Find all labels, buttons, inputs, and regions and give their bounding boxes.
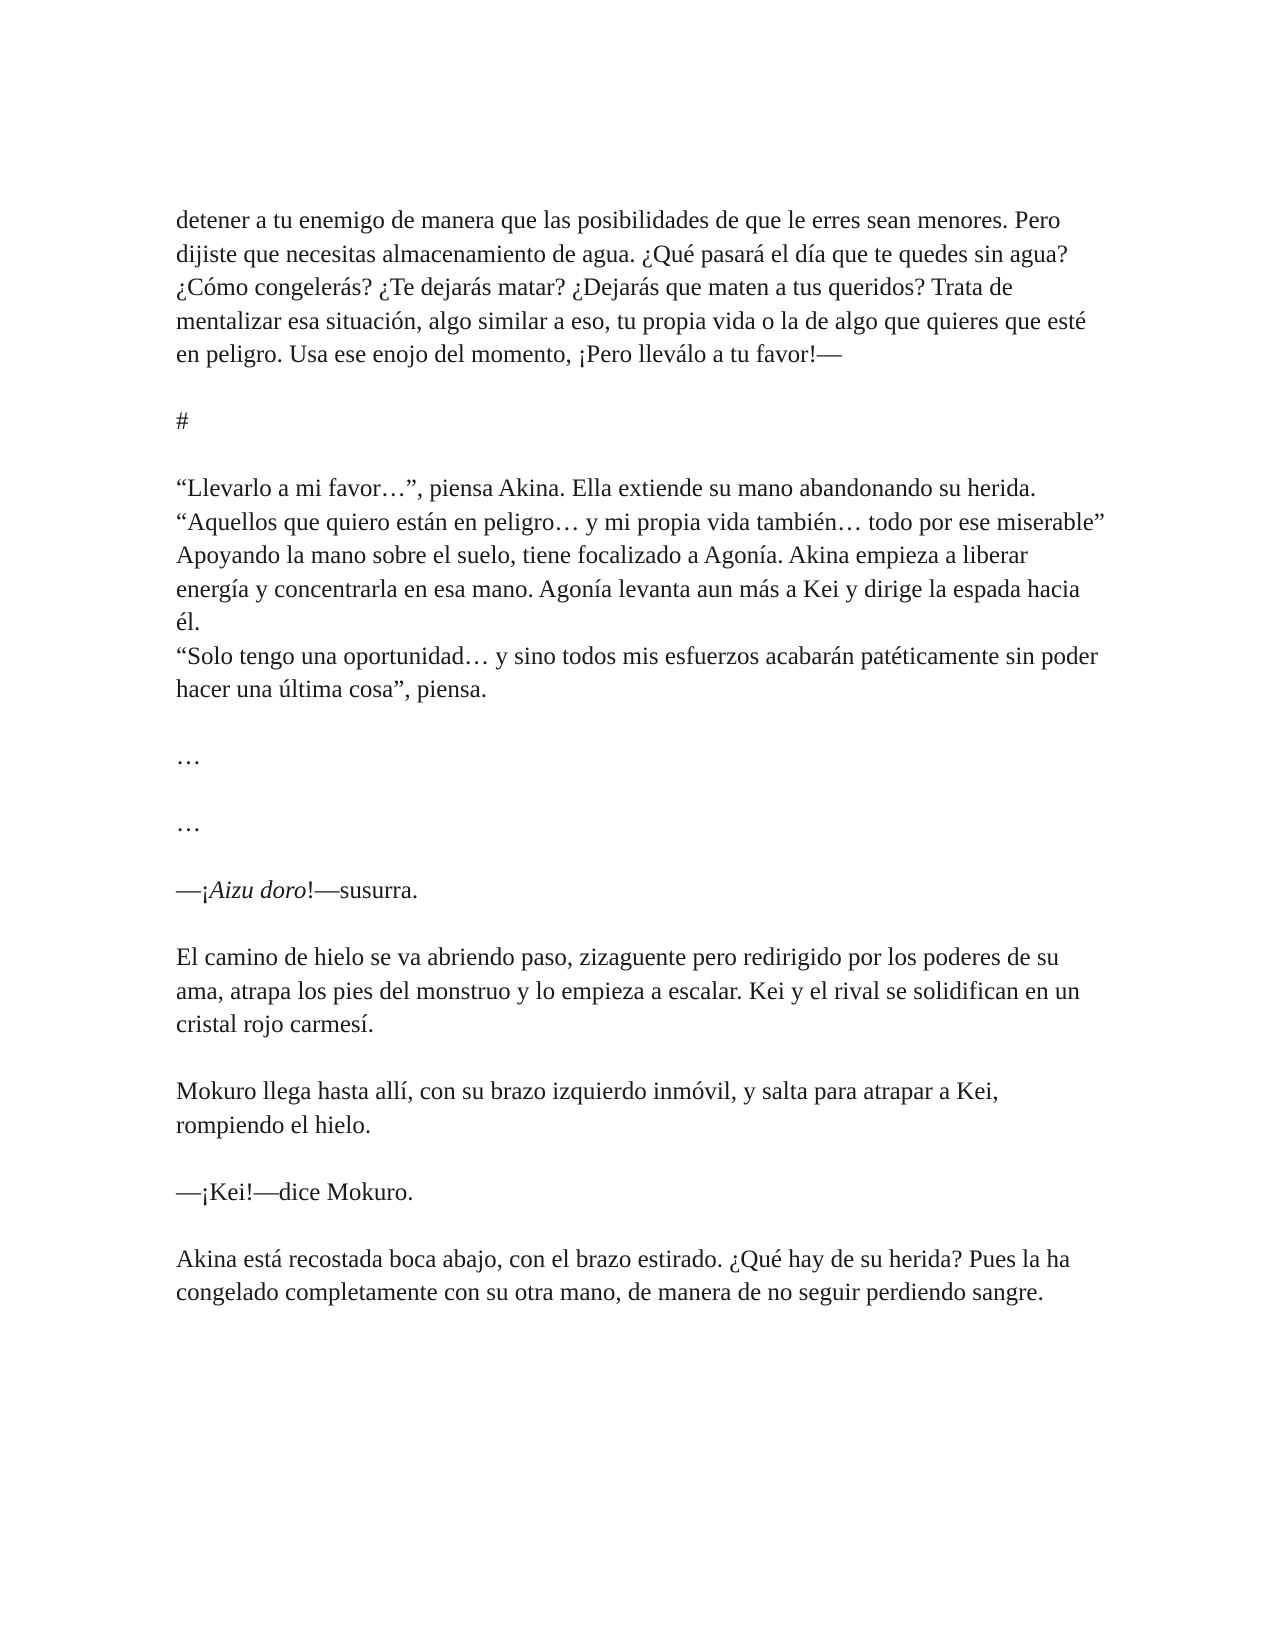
spell-name: Aizu doro: [209, 877, 307, 904]
ellipsis-line: …: [176, 810, 201, 837]
body-text: [176, 204, 1106, 1310]
paragraph: “Llevarlo a mi favor…”, piensa Akina. Ella extiende su mano abandonando su herida.: [176, 475, 1037, 502]
paragraph: detener a tu enemigo de manera que las posibilidades de que le erres sean menores. Pero dijiste que necesitas almacenamiento de agua. ¿Qué pasará el día que te quedes sin agua? ¿Cómo congelerás? ¿Te dejarás matar? ¿Dejarás que maten a tus queridos? Trata de mentalizar esa situación, algo similar a eso, tu propia vida o la de algo que quieres que esté en peligro. Usa ese enojo del momento, ¡Pero lleválo a tu favor!—: [176, 207, 1087, 368]
dialogue-dash: —¡: [176, 877, 210, 904]
paragraph: Akina está recostada boca abajo, con el brazo estirado. ¿Qué hay de su herida? Pues la ha congelado completamente con su otra mano, de manera de no seguir perdiendo sangre.: [176, 1245, 1071, 1306]
paragraph: “Aquellos que quiero están en peligro… y mi propia vida también… todo por ese miserable”: [176, 508, 1105, 536]
dialogue-tag: !—susurra.: [306, 877, 419, 904]
ellipsis-line: …: [176, 743, 201, 770]
dialogue-line: [176, 874, 1106, 908]
paragraph: Apoyando la mano sobre el suelo, tiene focalizado a Agonía. Akina empieza a liberar energía y concentrarla en esa mano. Agonía levanta aun más a Kei y dirige la espada hacia él.: [176, 542, 1081, 636]
paragraph: El camino de hielo se va abriendo paso, zizaguente pero redirigido por los poderes de su ama, atrapa los pies del monstruo y lo empieza a escalar. Kei y el rival se solidifican en un cristal rojo carmesí.: [176, 944, 1080, 1038]
paragraph: “Solo tengo una oportunidad… y sino todos mis esfuerzos acabarán patéticamente sin poder hacer una última cosa”, piensa.: [176, 642, 1098, 703]
section-break: #: [176, 408, 189, 435]
dialogue-line: —¡Kei!—dice Mokuro.: [176, 1178, 414, 1206]
paragraph: Mokuro llega hasta allí, con su brazo izquierdo inmóvil, y salta para atrapar a Kei, rompiendo el hielo.: [176, 1078, 999, 1139]
